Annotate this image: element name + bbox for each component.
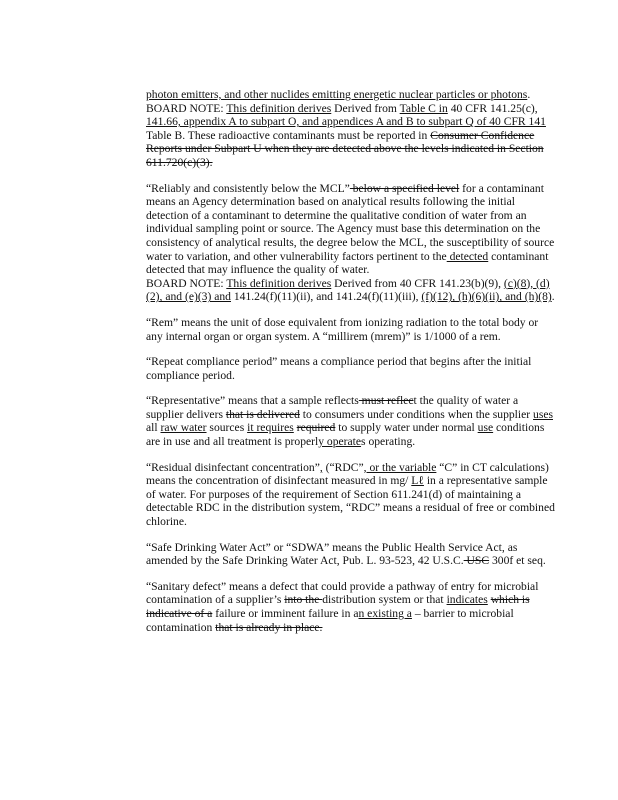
text-run: for a contaminant means an Agency determination based on analytical results following the initial detection of a contaminant to determine the qualitative condition of water from an individual sampling point or source. The Agency must base this determination on the consistency of analytical results, the degree below the MCL, the susceptibility of source water to variation, and other vulnerability factors pertinent to the bbox=[146, 181, 555, 263]
text-run: . bbox=[551, 290, 555, 304]
text-run: “C” in CT calculations) means the concentration of disinfectant measured in mg/ bbox=[146, 460, 549, 488]
text-run: barrier to microbial contamination bbox=[146, 607, 514, 634]
text-run: Table C in bbox=[399, 101, 448, 115]
text-run: below a specified level bbox=[349, 181, 460, 195]
text-run: Consumer Confidence Reports under Subpart U when they are detected above the levels indicated in Section 611.720(c)(3). bbox=[146, 128, 544, 169]
paragraph-representative bbox=[146, 394, 556, 448]
paragraph-photon-emitters bbox=[146, 88, 556, 102]
text-run: BOARD NOTE: bbox=[146, 101, 227, 115]
text-run: This definition derives bbox=[226, 101, 332, 115]
text-run: USC bbox=[463, 554, 490, 568]
text-run: that is already in place. bbox=[215, 620, 323, 634]
text-run: failure or imminent failure in a bbox=[212, 607, 359, 620]
text-run: BOARD NOTE: bbox=[146, 276, 227, 290]
text-run: photon emitters, and other nuclides emitting energetic nuclear particles or photons bbox=[146, 88, 528, 101]
text-run: 141.66, appendix A to subpart O, and appendices A and B to subpart Q of 40 CFR 141 bbox=[146, 115, 546, 129]
text-run: – bbox=[411, 607, 421, 620]
text-run: which is indicative of a bbox=[146, 593, 530, 620]
text-run: contaminant detected that may influence the quality of water. bbox=[146, 249, 549, 277]
text-run: (f)(12), (h)(6)(ii), and (h)(8) bbox=[421, 290, 552, 304]
text-run: in a representative sample of water. For purposes of the requirement of Section 611.241(d) of maintaining a detectable RDC in the distribution system, “RDC” means a residual of free or combined chlorine. bbox=[146, 474, 555, 529]
text-run: , or the variable bbox=[363, 460, 437, 474]
board-note-radionuclides bbox=[146, 102, 556, 170]
paragraph-reliably-consistently bbox=[146, 182, 556, 277]
text-run: into the bbox=[284, 593, 323, 607]
text-run: “Rem” means the unit of dose equivalent from ionizing radiation to the total body or any internal organ or organ system. A “millirem (mrem)” is 1/1000 of a rem. bbox=[146, 315, 539, 343]
text-run: sources bbox=[206, 421, 248, 435]
text-run: t the quality of water a supplier delivers bbox=[146, 394, 519, 421]
text-run: s operating. bbox=[361, 435, 416, 449]
text-run: raw water bbox=[160, 421, 207, 435]
text-run: uses bbox=[533, 407, 553, 421]
paragraph-repeat-compliance-period bbox=[146, 355, 556, 382]
text-run: . bbox=[527, 88, 531, 101]
text-run: Derived from 40 CFR 141.23(b)(9), bbox=[331, 276, 504, 290]
text-run: Derived from bbox=[331, 101, 400, 115]
text-run: (“RDC” bbox=[322, 460, 364, 474]
text-run: “Safe Drinking Water Act” or “SDWA” means the Public Health Service Act, as amended by the Safe Drinking Water Act, Pub. L. 93-523, 42 U.S.C. bbox=[146, 540, 518, 568]
text-run: it requires bbox=[247, 421, 294, 435]
text-run: detected bbox=[446, 249, 489, 263]
text-run: 40 CFR 141.25(c), bbox=[447, 101, 538, 115]
text-run: to consumers under conditions when the supplier bbox=[299, 407, 534, 421]
text-run: Lℓ bbox=[411, 474, 424, 488]
text-run: 300f et seq. bbox=[489, 554, 546, 568]
text-run: “Sanitary defect” means a defect that could provide a pathway of entry for microbial contamination of a supplier’s bbox=[146, 579, 539, 607]
text-run: , bbox=[319, 460, 323, 474]
document-body bbox=[146, 88, 556, 646]
text-run: to supply water under normal bbox=[335, 421, 478, 435]
text-run: “Reliably and consistently below the MCL” bbox=[146, 181, 350, 195]
text-run: all bbox=[146, 421, 161, 435]
text-run: Table B. These radioactive contaminants must be reported in bbox=[146, 128, 431, 142]
text-run: indicates bbox=[446, 593, 488, 607]
paragraph-residual-disinfectant bbox=[146, 461, 556, 529]
text-run: y operate bbox=[318, 435, 362, 449]
text-run: that is delivered bbox=[225, 407, 300, 421]
text-run: 141.24(f)(11)(ii), and 141.24(f)(11)(iii), bbox=[230, 290, 422, 304]
text-run: must reflec bbox=[358, 394, 414, 408]
text-run: n existing a bbox=[358, 607, 412, 620]
text-run: conditions are in use and all treatment is properl bbox=[146, 421, 545, 449]
text-run: “Representative” means that a sample reflects bbox=[146, 394, 359, 408]
board-note-reliably bbox=[146, 277, 556, 304]
text-run: (c)(8), (d)(2), and (e)(3) and bbox=[146, 276, 550, 304]
paragraph-sdwa bbox=[146, 541, 556, 568]
paragraph-rem bbox=[146, 316, 556, 343]
text-run: This definition derives bbox=[226, 276, 332, 290]
text-run: “Residual disinfectant concentration” bbox=[146, 460, 320, 474]
text-run: “Repeat compliance period” means a compliance period that begins after the initial compliance period. bbox=[146, 355, 532, 382]
text-run: distribution system or that bbox=[322, 593, 447, 607]
text-run: use bbox=[477, 421, 494, 435]
paragraph-sanitary-defect bbox=[146, 580, 556, 634]
text-run: required bbox=[296, 421, 336, 435]
